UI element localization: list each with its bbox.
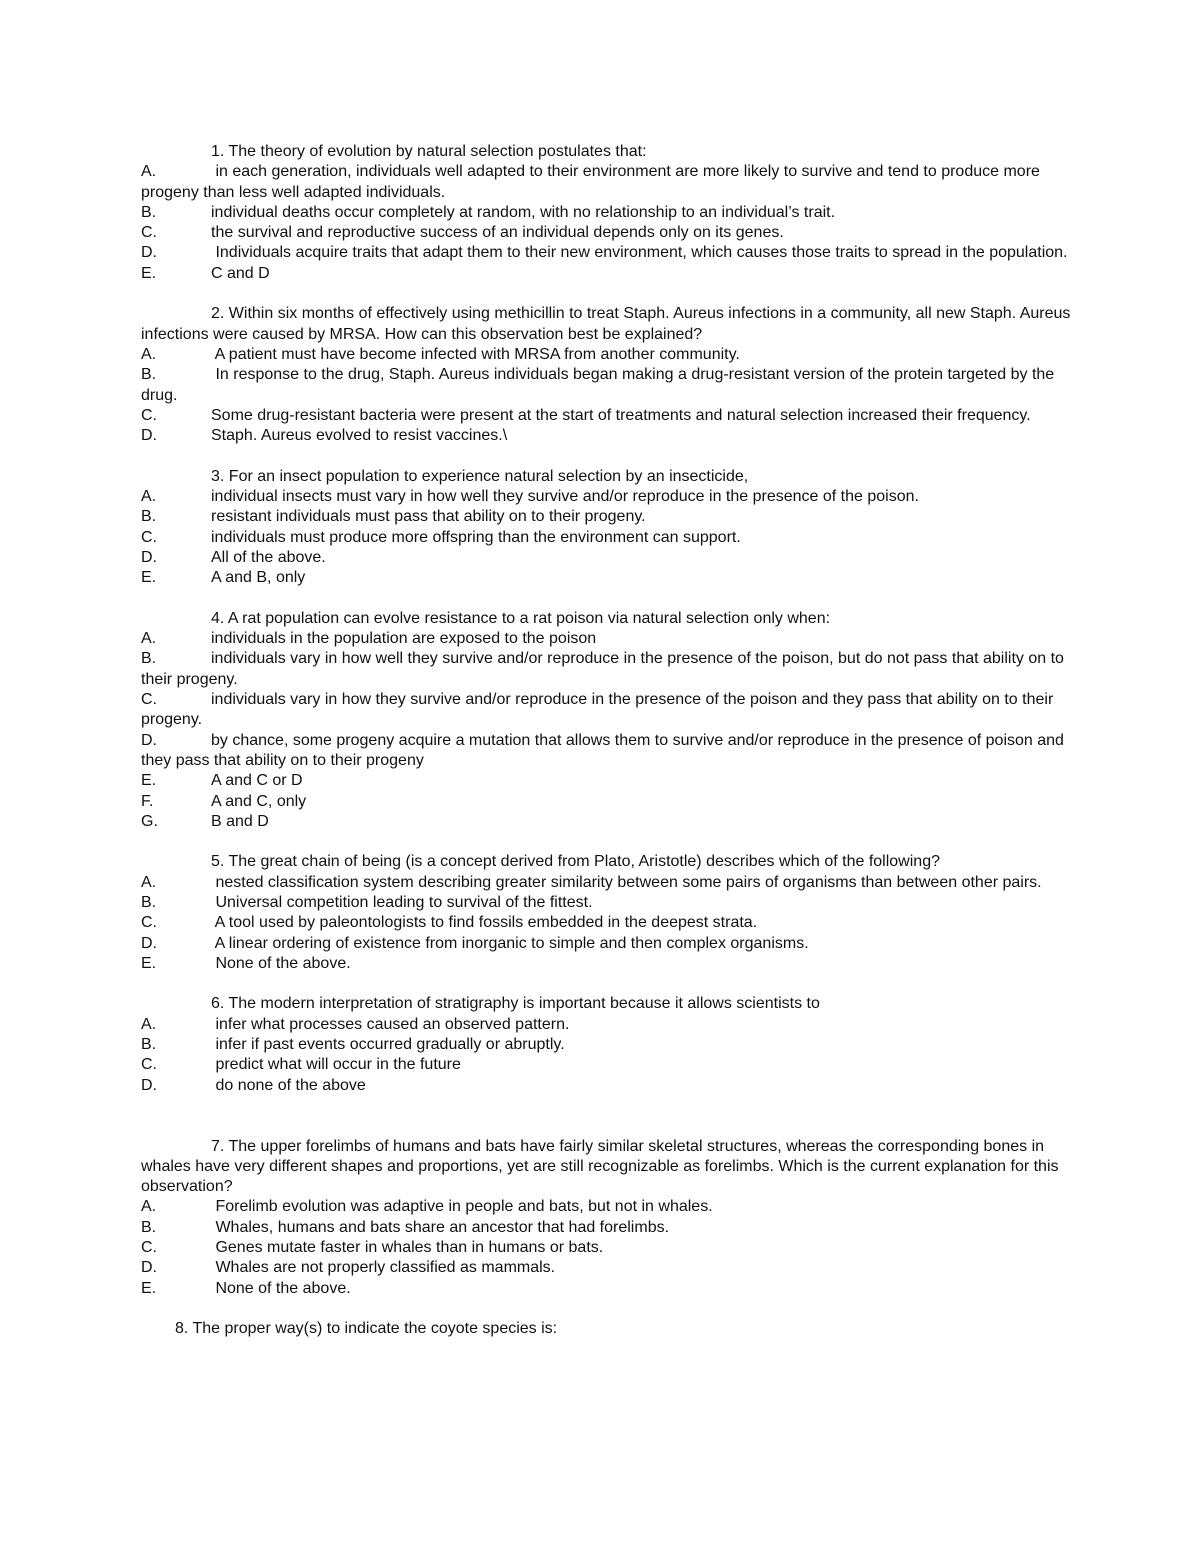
answer-option <box>141 771 1071 791</box>
question-stem: 1. The theory of evolution by natural selection postulates that: <box>211 143 647 160</box>
answer-option <box>141 1197 1071 1217</box>
option-text: Some drug-resistant bacteria were present at the start of treatments and natural selection increased their frequency. <box>211 406 1031 424</box>
answer-option <box>141 1218 1071 1238</box>
option-letter: D. <box>141 934 157 952</box>
spacer <box>141 446 1071 466</box>
spacer <box>141 974 1071 994</box>
question-stem: 2. Within six months of effectively using methicillin to treat Staph. Aureus infections in a community, all new Staph. Aureus infections were caused by MRSA. How can this observation best be explained? <box>141 305 1071 343</box>
answer-option <box>141 1055 1071 1075</box>
document-body <box>141 142 1071 1340</box>
option-letter: C. <box>141 1239 157 1257</box>
answer-option <box>141 954 1071 974</box>
option-letter: C. <box>141 528 157 546</box>
option-text: Staph. Aureus evolved to resist vaccines.\ <box>211 427 508 445</box>
option-letter: A. <box>141 873 157 891</box>
question-stem: 4. A rat population can evolve resistance to a rat poison via natural selection only when: <box>211 609 831 627</box>
option-letter: B. <box>141 650 157 668</box>
option-letter: D. <box>141 1259 157 1277</box>
option-letter: E. <box>141 264 157 282</box>
option-letter: E. <box>141 1279 157 1297</box>
answer-option <box>141 528 1071 548</box>
answer-option <box>141 568 1071 588</box>
option-letter: B. <box>141 508 157 526</box>
answer-option <box>141 406 1071 426</box>
option-letter: D. <box>141 548 157 566</box>
option-text: A linear ordering of existence from inorganic to simple and then complex organisms. <box>211 934 809 952</box>
option-text: Universal competition leading to survival of the fittest. <box>211 893 593 911</box>
spacer <box>141 589 1071 609</box>
option-text: the survival and reproductive success of an individual depends only on its genes. <box>211 224 784 242</box>
option-text: A and C or D <box>211 772 303 790</box>
option-letter: E. <box>141 954 157 972</box>
spacer <box>141 832 1071 852</box>
answer-option <box>141 934 1071 954</box>
answer-option <box>141 1238 1071 1258</box>
option-text: Forelimb evolution was adaptive in people and bats, but not in whales. <box>211 1198 713 1216</box>
spacer <box>141 284 1071 304</box>
option-text: A patient must have become infected with MRSA from another community. <box>211 345 740 363</box>
answer-option <box>141 812 1071 832</box>
option-letter: D. <box>141 244 157 262</box>
answer-option <box>141 426 1071 446</box>
option-letter: C. <box>141 914 157 932</box>
answer-option <box>141 893 1071 913</box>
option-letter: A. <box>141 1015 157 1033</box>
option-letter: D. <box>141 731 157 749</box>
option-letter: B. <box>141 203 157 221</box>
option-text: A and C, only <box>211 792 307 810</box>
option-letter: B. <box>141 1218 157 1236</box>
question-stem: 8. The proper way(s) to indicate the coyote species is: <box>175 1320 558 1338</box>
option-letter: C. <box>141 224 157 242</box>
answer-option <box>141 365 1071 406</box>
answer-option <box>141 1258 1071 1278</box>
option-text: A tool used by paleontologists to find fossils embedded in the deepest strata. <box>211 914 758 932</box>
option-text: None of the above. <box>211 1279 351 1297</box>
option-text: All of the above. <box>211 548 326 566</box>
question-4 <box>141 609 1071 832</box>
answer-option <box>141 1279 1071 1299</box>
answer-option <box>141 690 1071 731</box>
option-letter: C. <box>141 406 157 424</box>
option-text: Genes mutate faster in whales than in humans or bats. <box>211 1239 604 1257</box>
answer-option <box>141 507 1071 527</box>
answer-option <box>141 162 1071 203</box>
option-text: infer if past events occurred gradually or abruptly. <box>211 1036 565 1054</box>
option-text: individuals vary in how they survive and/or reproduce in the presence of the poison and they pass that ability on to their progeny. <box>141 691 1054 729</box>
option-text: individual insects must vary in how well they survive and/or reproduce in the presence of the poison. <box>211 488 919 506</box>
option-letter: D. <box>141 427 157 445</box>
option-letter: B. <box>141 1036 157 1054</box>
question-stem: 5. The great chain of being (is a concept derived from Plato, Aristotle) describes which of the following? <box>211 853 940 871</box>
option-text: C and D <box>211 264 270 282</box>
option-text: B and D <box>211 812 269 830</box>
answer-option <box>141 548 1071 568</box>
option-text: individuals must produce more offspring than the environment can support. <box>211 528 741 546</box>
option-letter: D. <box>141 1076 157 1094</box>
spacer <box>141 1299 1071 1319</box>
question-7 <box>141 1137 1071 1299</box>
answer-option <box>141 1076 1071 1096</box>
option-text: do none of the above <box>211 1076 366 1094</box>
option-letter: A. <box>141 163 157 181</box>
option-letter: A. <box>141 488 157 506</box>
option-text: individuals in the population are exposed to the poison <box>211 630 597 648</box>
answer-option <box>141 487 1071 507</box>
question-1 <box>141 142 1071 284</box>
option-letter: G. <box>141 812 158 830</box>
question-5 <box>141 852 1071 974</box>
option-text: None of the above. <box>211 954 351 972</box>
answer-option <box>141 1035 1071 1055</box>
option-text: Individuals acquire traits that adapt them to their new environment, which causes those traits to spread in the population. <box>211 244 1068 262</box>
answer-option <box>141 345 1071 365</box>
option-letter: A. <box>141 345 157 363</box>
option-letter: E. <box>141 772 157 790</box>
option-letter: C. <box>141 691 157 709</box>
option-text: infer what processes caused an observed pattern. <box>211 1015 570 1033</box>
answer-option <box>141 264 1071 284</box>
answer-option <box>141 223 1071 243</box>
option-letter: A. <box>141 1198 157 1216</box>
option-letter: C. <box>141 1056 157 1074</box>
option-text: A and B, only <box>211 569 306 587</box>
question-stem: 7. The upper forelimbs of humans and bats have fairly similar skeletal structures, whereas the corresponding bones in whales have very different shapes and proportions, yet are still recognizable as forelimbs. Which is the current explanation for this observation? <box>141 1137 1059 1196</box>
answer-option <box>141 913 1071 933</box>
question-stem: 6. The modern interpretation of stratigraphy is important because it allows scientists to <box>211 995 820 1013</box>
option-text: Whales are not properly classified as mammals. <box>211 1259 556 1277</box>
answer-option <box>141 1015 1071 1035</box>
option-letter: A. <box>141 630 157 648</box>
answer-option <box>141 649 1071 690</box>
option-text: by chance, some progeny acquire a mutation that allows them to survive and/or reproduce in the presence of poison and they pass that ability on to their progeny <box>141 731 1064 769</box>
question-stem: 3. For an insect population to experience natural selection by an insecticide, <box>211 467 749 485</box>
answer-option <box>141 243 1071 263</box>
option-letter: F. <box>141 792 154 810</box>
answer-option <box>141 873 1071 893</box>
option-text: nested classification system describing greater similarity between some pairs of organisms than between other pairs. <box>211 873 1042 891</box>
question-3 <box>141 467 1071 589</box>
question-6 <box>141 994 1071 1095</box>
option-text: in each generation, individuals well adapted to their environment are more likely to survive and tend to produce more progeny than less well adapted individuals. <box>141 163 1040 201</box>
option-text: predict what will occur in the future <box>211 1056 461 1074</box>
option-letter: B. <box>141 893 157 911</box>
answer-option <box>141 792 1071 812</box>
option-text: In response to the drug, Staph. Aureus individuals began making a drug-resistant version of the protein targeted by the drug. <box>141 366 1055 404</box>
answer-option <box>141 629 1071 649</box>
question-2 <box>141 304 1071 446</box>
option-text: individuals vary in how well they survive and/or reproduce in the presence of the poison, but do not pass that ability on to their progeny. <box>141 650 1064 688</box>
option-text: individual deaths occur completely at random, with no relationship to an individual’s trait. <box>211 203 836 221</box>
answer-option <box>141 203 1071 223</box>
option-letter: E. <box>141 569 157 587</box>
option-text: Whales, humans and bats share an ancestor that had forelimbs. <box>211 1218 670 1236</box>
spacer <box>141 1096 1071 1137</box>
answer-option <box>141 731 1071 772</box>
question-8 <box>141 1319 1071 1339</box>
option-text: resistant individuals must pass that ability on to their progeny. <box>211 508 646 526</box>
option-letter: B. <box>141 366 157 384</box>
